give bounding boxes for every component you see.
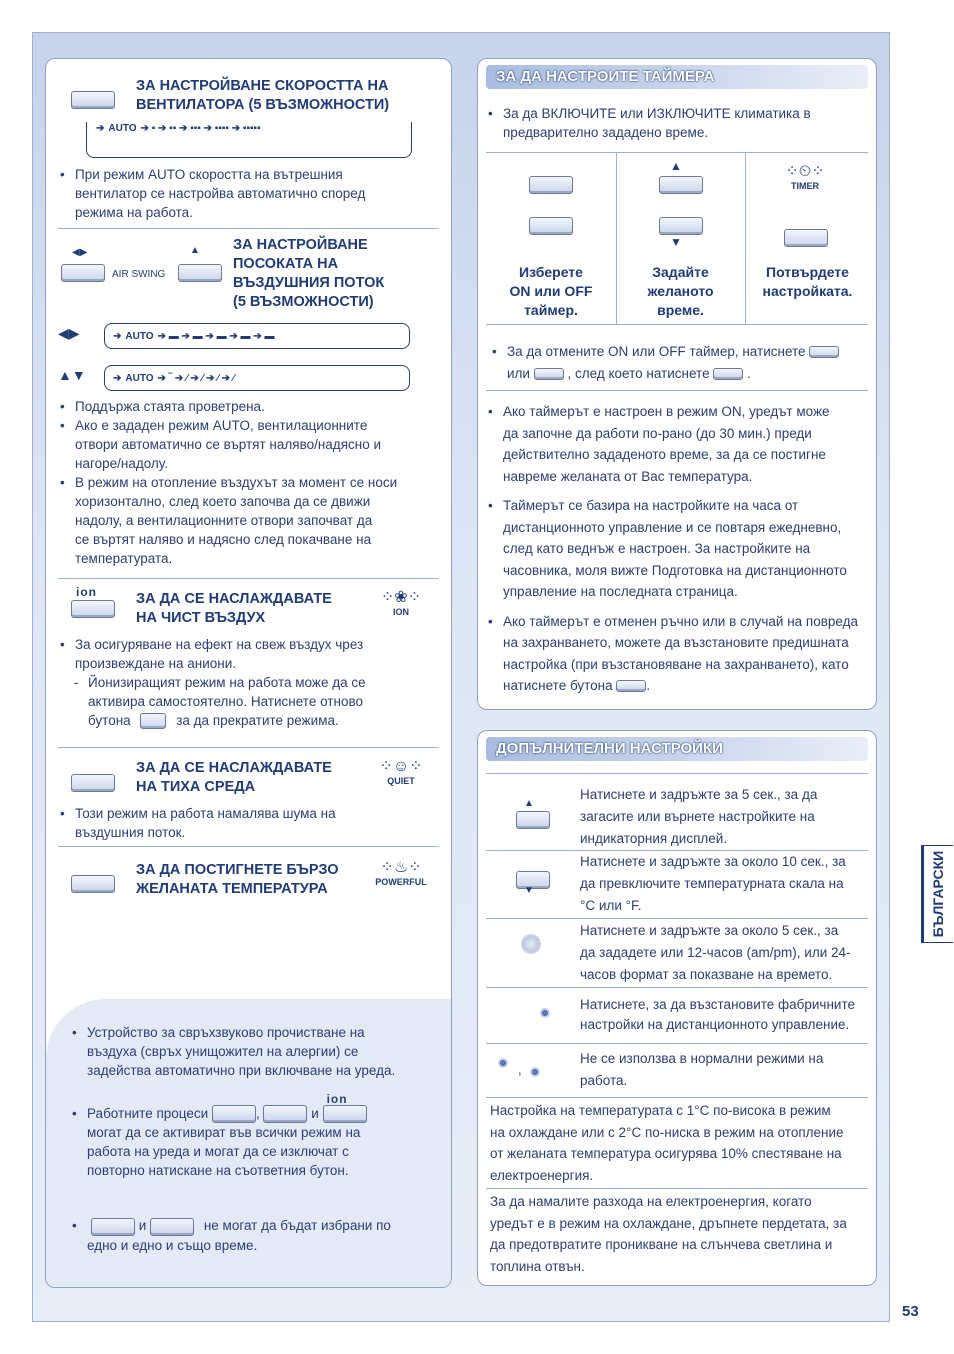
ion-small-button-icon	[140, 713, 166, 729]
button-a-icon	[212, 1105, 256, 1123]
extra-title: ДОПЪЛНИТЕЛНИ НАСТРОЙКИ	[486, 737, 868, 761]
cancel-button-icon	[809, 346, 839, 358]
airflow-notes: • Поддържа стаята проветрена. • Ако е зададен режим AUTO, вентилационните отвори автоматично се въртят наляво/надясно и нагоре/надолу. • В режим на отопление въздухът за момент се носи хоризонтално, след което започва да се движи надолу, а вентилационните отвори започват да се въртят наляво и надясно след покачване на температурата.	[58, 397, 443, 568]
restore-button-icon	[616, 680, 646, 692]
notes: • Устройство за свръхзвуково прочистване на въздуха (свръх унищожител на алергии) се задейства автоматично при включване на уреда. • Работните процеси , и ion могат да се активират във всички режим на работа на уреда и могат да се изключат с повторно натискане на съответния бутон. • и не могат да бъдат избрани по едно и едно и също време.	[70, 1023, 440, 1255]
airflow-lr-flow: ➔ AUTO ➔ ▬ ➔ ▬ ➔ ▬ ➔ ▬ ➔ ▬	[104, 323, 410, 349]
button-c-icon	[91, 1218, 135, 1236]
cancel-button-icon	[713, 368, 743, 380]
energy-tip-2: За да намалите разхода на електроенергия, когато уредът е в режим на охлаждане, дръпнете пердетата, за да предотвратите проникване на слънчева светлина и топлина отвън.	[490, 1194, 847, 1274]
extra-row-4: Натиснете, за да възстановите фабричните настройки на дистанционното управление.	[580, 997, 855, 1032]
ac-reset-button-icon	[530, 1067, 540, 1077]
down-arrow-icon: ▼	[524, 885, 534, 896]
divider	[486, 390, 868, 391]
fan-speed-button-icon	[71, 91, 115, 109]
powerful-mode-icon: ⁘♨⁘ POWERFUL	[375, 859, 427, 887]
ion-label: ion	[76, 585, 97, 599]
cancel-button-icon	[534, 368, 564, 380]
up-arrow-icon: ▲	[670, 159, 682, 173]
powerful-button-icon	[71, 875, 115, 893]
ion-title: ЗА ДА СЕ НАСЛАЖДАВАТЕ НА ЧИСТ ВЪЗДУХ	[136, 591, 332, 626]
timer-off-button-icon	[529, 217, 573, 235]
airflow-ud-arrows-icon: ▲	[190, 245, 200, 256]
page-number: 53	[902, 1303, 919, 1320]
timer-clock-icon: ⁘⏲⁘ TIMER	[785, 163, 825, 191]
extra-row-1: Натиснете и задръжте за 5 сек., за да загасите или върнете настройките на индикаторния дисплей.	[580, 787, 818, 846]
timer-title: ЗА ДА НАСТРОИТЕ ТАЙМЕРА	[486, 65, 868, 89]
timer-on-button-icon	[529, 176, 573, 194]
check-button-icon	[498, 1058, 508, 1068]
quiet-title: ЗА ДА СЕ НАСЛАЖДАВАТЕ НА ТИХА СРЕДА	[136, 760, 332, 795]
display-button-icon	[516, 811, 550, 829]
timer-intro: • За да ВКЛЮЧИТЕ или ИЗКЛЮЧИТЕ климатика в предварително зададено време.	[486, 104, 871, 142]
button-b-icon	[263, 1105, 307, 1123]
airflow-lr-button-icon	[61, 264, 105, 282]
powerful-title: ЗА ДА ПОСТИГНЕТЕ БЪРЗО ЖЕЛАНАТА ТЕМПЕРАТУРА	[136, 862, 339, 897]
col-set-time: Задайте желаното време.	[647, 264, 714, 318]
time-down-button-icon	[659, 217, 703, 235]
extra-row-5: Не се използва в нормални режими на работа.	[580, 1051, 824, 1088]
divider	[58, 747, 439, 748]
left-panel	[45, 58, 452, 1288]
ion-mode-icon: ⁘❀⁘ ION	[380, 589, 422, 617]
quiet-notes: • Този режим на работа намалява шума на въздушния поток.	[58, 804, 443, 842]
quiet-mode-icon: ⁘☺⁘ QUIET	[379, 758, 423, 786]
divider	[486, 987, 868, 988]
button-d-icon	[150, 1218, 194, 1236]
fan-speed-sequence: ➔ AUTO ➔ ▪ ➔ ▪▪ ➔ ▪▪▪ ➔ ▪▪▪▪ ➔ ▪▪▪▪▪	[92, 123, 265, 134]
timer-cancel: • За да отмените ON или OFF таймер, натиснете или , след което натиснете .	[490, 341, 870, 385]
divider	[58, 228, 439, 229]
time-up-button-icon	[659, 176, 703, 194]
airflow-title: ЗА НАСТРОЙВАНЕ ПОСОКАТА НА ВЪЗДУШНИЯ ПОТОК (5 ВЪЗМОЖНОСТИ)	[233, 237, 385, 310]
divider	[486, 1188, 868, 1189]
fan-speed-note: • При режим AUTO скоростта на вътрешния вентилатор се настройва автоматично според режима на работа.	[58, 165, 443, 222]
divider	[486, 773, 868, 774]
lr-flow-icon: ◀▶	[58, 325, 80, 341]
ud-flow-icon: ▲▼	[58, 367, 86, 383]
clock-format-button-icon	[521, 934, 541, 954]
airflow-ud-button-icon	[178, 264, 222, 282]
timer-panel	[477, 58, 877, 710]
divider	[486, 1097, 868, 1098]
col-confirm: Потвърдете настройката.	[762, 264, 853, 299]
quiet-button-icon	[71, 774, 115, 792]
divider	[486, 1043, 868, 1044]
comma: ,	[518, 1062, 522, 1077]
reset-button-icon	[540, 1008, 550, 1018]
up-arrow-icon: ▲	[524, 798, 534, 809]
divider	[486, 324, 868, 325]
fan-speed-title: ЗА НАСТРОЙВАНЕ СКОРОСТТА НА ВЕНТИЛАТОРА (5 ВЪЗМОЖНОСТИ)	[136, 78, 390, 113]
divider	[58, 578, 439, 579]
col-select: Изберете ON или OFF таймер.	[509, 264, 593, 318]
air-swing-label: AIR SWING	[112, 269, 166, 280]
extra-row-2: Натиснете и задръжте за около 10 сек., за да превключите температурната скала на °C или °F.	[580, 854, 846, 913]
divider	[486, 152, 868, 153]
ion-notes: • За осигуряване на ефект на свеж въздух чрез произвеждане на аниони. - Йонизиращият режим на работа може да се активира самостоятелно. Натиснете отново бутона за да прекратите режима.	[58, 635, 443, 730]
timer-notes: • Ако таймерът е настроен в режим ON, уредът може да започне да работи по-рано (до 30 мин.) преди действително зададеното време, за да се постигне навреме желаната от Вас температура. • Таймерът се базира на настройките на часа от дистанционното управление и се повтаря ежедневно, след като веднъж е настроен. За настройките на часовника, моля вижте Подготовка на дистанционното управление на последната страница. • Ако таймерът е отменен ръчно или в случай на повреда на захранването, можете да възстановите предишната настройка (при възстановяване на захранването), като натиснете бутона .	[486, 401, 871, 697]
airflow-ud-flow: ➔ AUTO ➔ ‾ ➔ ⁄ ➔ ⁄ ➔ ⁄ ➔ ⁄	[104, 365, 410, 391]
down-arrow-icon: ▼	[670, 235, 682, 249]
energy-tip-1: Настройка на температурата с 1°C по-висока в режим на охлаждане или с 2°C по-ниска в режим на отопление от желаната температура осигурява 10% спестяване на електроенергия.	[490, 1103, 844, 1183]
extra-settings-panel	[477, 730, 877, 1286]
divider	[58, 846, 439, 847]
timer-set-button-icon	[784, 229, 828, 247]
divider	[486, 918, 868, 919]
ion-button-icon	[71, 600, 115, 618]
language-tab: БЪЛГАРСКИ	[921, 845, 953, 943]
airflow-lr-arrows-icon: ◀▶	[72, 247, 88, 258]
extra-row-3: Натиснете и задръжте за около 5 сек., за да зададете или 12-часов (am/pm), или 24- часов формат за показване на времето.	[580, 923, 851, 982]
